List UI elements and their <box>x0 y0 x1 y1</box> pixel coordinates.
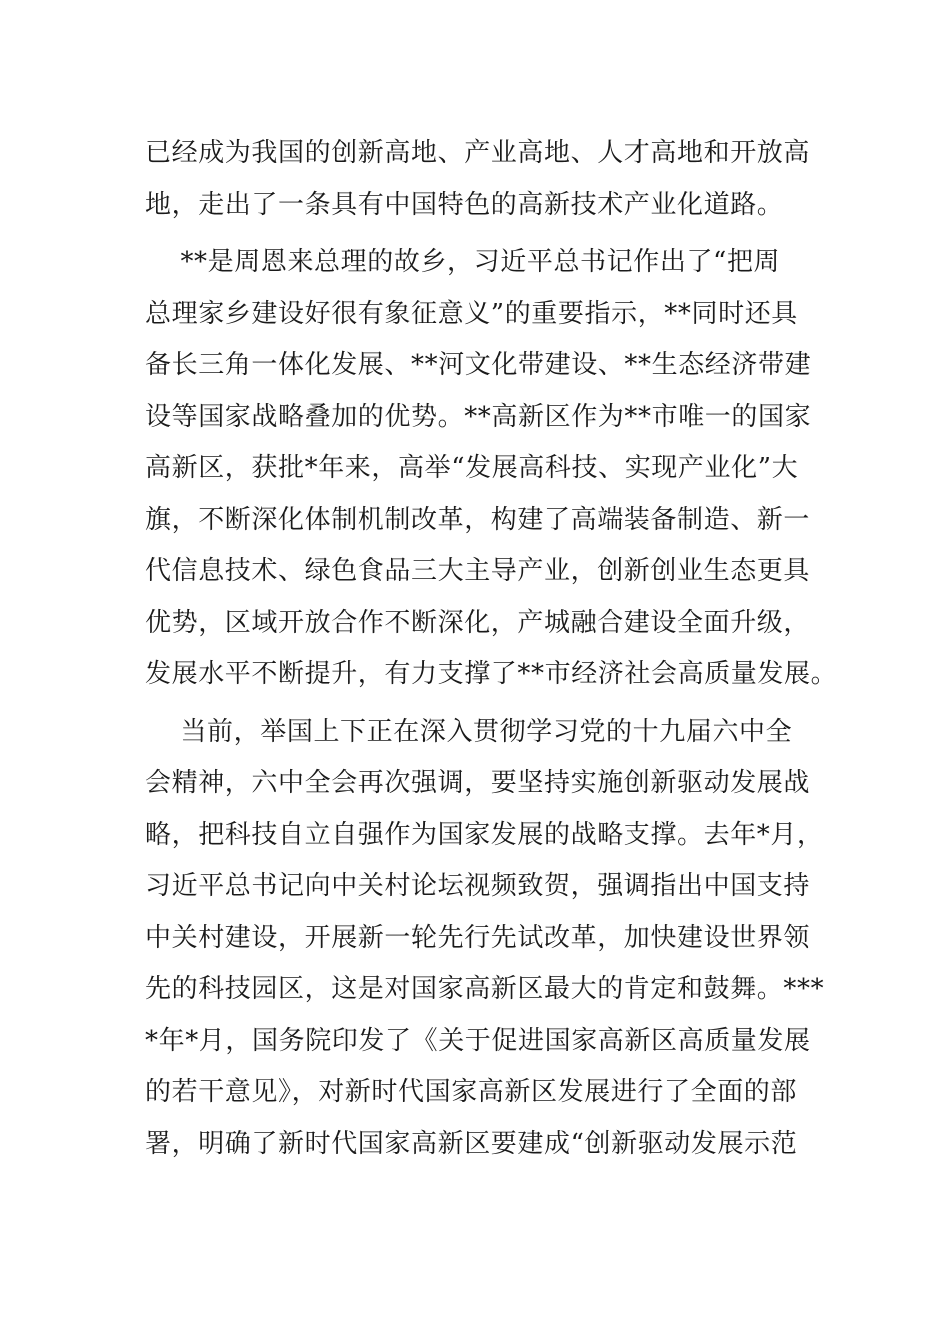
body-text <box>145 128 838 1170</box>
text-line: 总理家乡建设好很有象征意义”的重要指示，**同时还具 <box>145 298 798 329</box>
text-line: 先的科技园区，这是对国家高新区最大的肯定和鼓舞。*** <box>145 974 825 1004</box>
text-line: 已经成为我国的创新高地、产业高地、人才高地和开放高 <box>145 138 811 168</box>
text-line: 旗，不断深化体制机制改革，构建了高端装备制造、新一 <box>145 504 811 535</box>
text-line: 发展水平不断提升，有力支撑了**市经济社会高质量发展。 <box>145 659 838 689</box>
paragraph <box>145 128 810 231</box>
text-line: 中关村建设，开展新一轮先行先试改革，加快建设世界领 <box>145 922 811 953</box>
text-line: 习近平总书记向中关村论坛视频致贺，强调指出中国支持 <box>145 871 811 901</box>
text-line: 代信息技术、绿色食品三大主导产业，创新创业生态更具 <box>145 556 811 586</box>
text-line: 高新区，获批*年来，高举“发展高科技、实现产业化”大 <box>145 453 799 483</box>
text-line: **是周恩来总理的故乡，习近平总书记作出了“把周 <box>145 247 781 277</box>
text-line: 当前，举国上下正在深入贯彻学习党的十九届六中全 <box>145 716 793 747</box>
text-line: *年*月，国务院印发了《关于促进国家高新区高质量发展 <box>145 1025 811 1056</box>
text-line: 会精神，六中全会再次强调，要坚持实施创新驱动发展战 <box>145 768 811 798</box>
text-line: 备长三角一体化发展、**河文化带建设、**生态经济带建 <box>145 350 812 380</box>
text-line: 的若干意见》，对新时代国家高新区发展进行了全面的部 <box>145 1077 798 1107</box>
text-line: 略，把科技自立自强作为国家发展的战略支撑。去年*月， <box>145 819 824 850</box>
text-line: 优势，区域开放合作不断深化，产城融合建设全面升级， <box>145 607 811 638</box>
text-line: 地，走出了一条具有中国特色的高新技术产业化道路。 <box>145 189 784 220</box>
text-line: 署，明确了新时代国家高新区要建成“创新驱动发展示范 <box>145 1128 798 1159</box>
paragraph <box>145 707 825 1171</box>
text-line: 设等国家战略叠加的优势。**高新区作为**市唯一的国家 <box>145 401 812 432</box>
paragraph <box>145 237 838 701</box>
